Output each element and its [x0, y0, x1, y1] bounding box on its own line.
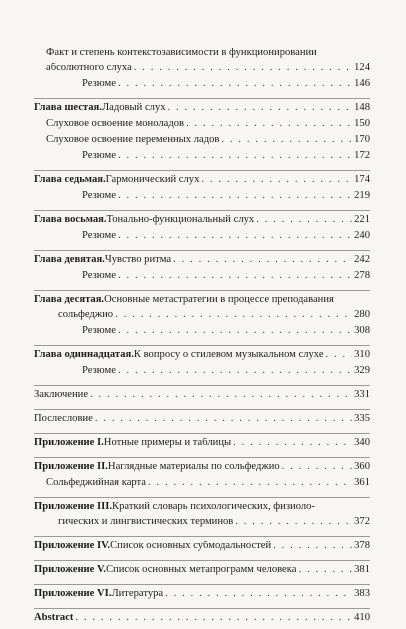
- toc-entry[interactable]: [34, 271, 370, 287]
- toc-entry-title: Слуховое освоение переменных ладов: [46, 135, 220, 145]
- toc-entry-title: Сольфеджийная карта: [46, 478, 147, 488]
- toc-entry-label: Приложение V.: [34, 565, 106, 575]
- toc-entry-page: 170: [354, 135, 370, 145]
- leader-dots: [221, 135, 352, 146]
- leader-dots: [118, 326, 352, 337]
- divider: [34, 409, 370, 410]
- toc-entry[interactable]: [34, 350, 370, 366]
- toc-entry-page: 360: [354, 462, 370, 472]
- toc-entry-page: 174: [354, 175, 370, 185]
- toc-entry[interactable]: [34, 390, 370, 406]
- toc-entry-page: 383: [354, 589, 370, 599]
- divider: [34, 170, 370, 171]
- leader-dots: [282, 462, 352, 473]
- toc-entry-label: Abstract: [34, 613, 74, 623]
- divider: [34, 290, 370, 291]
- toc-entry-label: Приложение VI.: [34, 589, 112, 599]
- divider: [34, 497, 370, 498]
- toc-entry-title: Резюме: [82, 231, 116, 241]
- leader-dots: [115, 310, 352, 321]
- toc-entry-title: Резюме: [82, 326, 116, 336]
- toc-entry[interactable]: [34, 541, 370, 557]
- toc-entry-page: 310: [354, 350, 370, 360]
- toc-entry-title: Список основных метапрограмм человека: [105, 565, 297, 575]
- toc-entry-page: 148: [354, 103, 370, 113]
- toc-entry-label: Приложение IV.: [34, 541, 111, 551]
- toc-entry-title-continued: абсолютного слуха: [46, 63, 132, 73]
- leader-dots: [75, 613, 352, 624]
- leader-dots: [298, 565, 352, 576]
- leader-dots: [118, 366, 352, 377]
- toc-entry[interactable]: [34, 613, 370, 629]
- toc-entry-page: 410: [354, 613, 370, 623]
- toc-entry[interactable]: [34, 119, 370, 135]
- toc-entry[interactable]: [34, 135, 370, 151]
- divider: [34, 584, 370, 585]
- toc-entry[interactable]: [34, 414, 370, 430]
- leader-dots: [233, 438, 352, 449]
- toc-entry-page: 361: [354, 478, 370, 488]
- toc-entry-title: Слуховое освоение моноладов: [46, 119, 185, 129]
- leader-dots: [165, 589, 352, 600]
- toc-entry-label: Приложение II.: [34, 462, 108, 472]
- toc-entry-title: Заключение: [34, 390, 89, 400]
- leader-dots: [134, 63, 352, 74]
- toc-entry[interactable]: [34, 215, 370, 231]
- toc-entry-page: 172: [354, 151, 370, 161]
- divider: [34, 98, 370, 99]
- toc-entry-page: 278: [354, 271, 370, 281]
- toc-entry-title: Резюме: [82, 366, 116, 376]
- leader-dots: [273, 541, 352, 552]
- divider: [34, 210, 370, 211]
- toc-entry-page: 308: [354, 326, 370, 336]
- toc-entry-page: 340: [354, 438, 370, 448]
- toc-entry[interactable]: [34, 79, 370, 95]
- toc-entry[interactable]: [34, 191, 370, 207]
- toc-entry-title: Резюме: [82, 191, 116, 201]
- toc-entry[interactable]: [34, 478, 370, 494]
- toc-entry-label: Глава восьмая.: [34, 215, 107, 225]
- toc-entry-page: 381: [354, 565, 370, 575]
- toc-entry-label: Приложение I.: [34, 438, 104, 448]
- toc-entry-label: Глава одиннадцатая.: [34, 350, 134, 360]
- divider: [34, 345, 370, 346]
- toc-entry-page: 378: [354, 541, 370, 551]
- leader-dots: [168, 103, 353, 114]
- divider: [34, 457, 370, 458]
- leader-dots: [186, 119, 352, 130]
- leader-dots: [90, 390, 352, 401]
- toc-entry[interactable]: [34, 438, 370, 454]
- toc-entry-title: Основные метастратегии в процессе преподавания: [104, 295, 334, 305]
- toc-entry-label: Глава шестая.: [34, 103, 102, 113]
- toc-entry-title: Резюме: [82, 79, 116, 89]
- toc-entry-title: Резюме: [82, 151, 116, 161]
- toc-entry[interactable]: [34, 103, 370, 119]
- toc-entry-title: Наглядные материалы по сольфеджио: [107, 462, 280, 472]
- toc-entry[interactable]: [34, 255, 370, 271]
- leader-dots: [173, 255, 352, 266]
- leader-dots: [201, 175, 352, 186]
- leader-dots: [118, 271, 352, 282]
- toc-entry-title: К вопросу о стилевом музыкальном слухе: [133, 350, 324, 360]
- divider: [34, 536, 370, 537]
- table-of-contents: [34, 48, 370, 629]
- divider: [34, 433, 370, 434]
- toc-entry-label: Приложение III.: [34, 502, 113, 512]
- leader-dots: [148, 478, 352, 489]
- toc-entry-page: 280: [354, 310, 370, 320]
- toc-entry[interactable]: [34, 326, 370, 342]
- leader-dots: [256, 215, 352, 226]
- divider: [34, 250, 370, 251]
- toc-entry[interactable]: [34, 589, 370, 605]
- leader-dots: [118, 151, 352, 162]
- toc-entry[interactable]: [34, 295, 370, 326]
- divider: [34, 560, 370, 561]
- toc-entry-page: 372: [354, 517, 370, 527]
- leader-dots: [326, 350, 353, 361]
- toc-entry-title: Краткий словарь психологических, физиоло-: [112, 502, 315, 512]
- leader-dots: [95, 414, 352, 425]
- toc-entry-title: Чувство ритма: [104, 255, 172, 265]
- toc-entry-label: Глава девятая.: [34, 255, 105, 265]
- toc-entry-label: Глава седьмая.: [34, 175, 106, 185]
- toc-entry-page: 150: [354, 119, 370, 129]
- toc-entry-title: Литература: [111, 589, 164, 599]
- leader-dots: [118, 79, 352, 90]
- leader-dots: [118, 191, 352, 202]
- toc-entry-title-continued: сольфеджио: [58, 310, 114, 320]
- divider: [34, 608, 370, 609]
- toc-entry[interactable]: [34, 462, 370, 478]
- toc-entry-page: 240: [354, 231, 370, 241]
- toc-entry[interactable]: [34, 366, 370, 382]
- toc-entry-title: Послесловие: [34, 414, 93, 424]
- toc-entry-title: Ладовый слух: [101, 103, 166, 113]
- toc-entry-title: Гармонический слух: [105, 175, 200, 185]
- toc-entry[interactable]: [34, 565, 370, 581]
- toc-entry[interactable]: [34, 175, 370, 191]
- toc-entry[interactable]: [34, 48, 370, 79]
- toc-entry-title: Нотные примеры и таблицы: [103, 438, 232, 448]
- toc-entry-label: Глава десятая.: [34, 295, 105, 305]
- toc-entry-page: 124: [354, 63, 370, 73]
- toc-entry-page: 335: [354, 414, 370, 424]
- toc-entry-page: 146: [354, 79, 370, 89]
- toc-entry[interactable]: [34, 502, 370, 533]
- divider: [34, 385, 370, 386]
- toc-entry[interactable]: [34, 231, 370, 247]
- toc-entry-page: 221: [354, 215, 370, 225]
- toc-entry[interactable]: [34, 151, 370, 167]
- toc-entry-title: Тонально-функциональный слух: [106, 215, 255, 225]
- toc-entry-title: Резюме: [82, 271, 116, 281]
- toc-entry-page: 329: [354, 366, 370, 376]
- toc-entry-page: 242: [354, 255, 370, 265]
- toc-entry-page: 331: [354, 390, 370, 400]
- toc-entry-title: Список основных субмодальностей: [110, 541, 272, 551]
- leader-dots: [235, 517, 352, 528]
- leader-dots: [118, 231, 352, 242]
- toc-entry-page: 219: [354, 191, 370, 201]
- toc-entry-title: Факт и степень контекстозависимости в функционировании: [46, 48, 317, 58]
- toc-entry-title-continued: гических и лингвистических терминов: [58, 517, 234, 527]
